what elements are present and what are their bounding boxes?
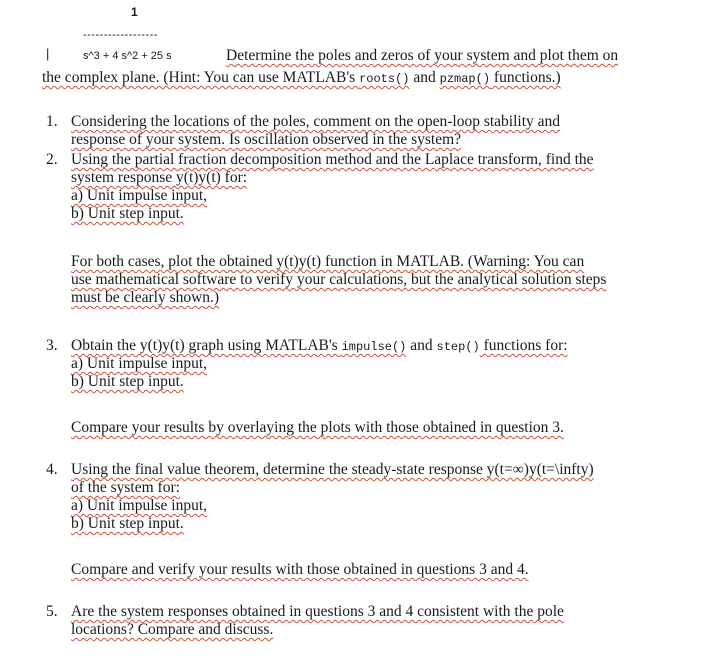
q1-number: 1. <box>46 113 58 130</box>
q2-para-line-2: use mathematical software to verify your calculations, but the analytical solution steps <box>71 271 607 288</box>
q5-line-1: Are the system responses obtained in questions 3 and 4 consistent with the pole <box>71 603 564 620</box>
tf-numerator: 1 <box>131 5 138 19</box>
q4-item-a: a) Unit impulse input, <box>71 497 208 514</box>
text-cursor: | <box>46 46 50 61</box>
q3-para-line-1: Compare your results by overlaying the plots with those obtained in question 3. <box>71 419 564 436</box>
q2-line-2: system response y(t)y(t) for: <box>71 169 248 186</box>
q5-number: 5. <box>46 603 58 620</box>
code-step: step() <box>436 340 480 354</box>
q3-number: 3. <box>46 337 58 354</box>
q4-number: 4. <box>46 461 58 478</box>
tf-fraction-bar: ------------------ <box>83 29 158 41</box>
q1-line-1: Considering the locations of the poles, comment on the open-loop stability and <box>71 113 561 130</box>
q4-line-1: Using the final value theorem, determine the steady-state response y(t=∞)y(t=\infty) <box>71 461 594 478</box>
q2-item-b: b) Unit step input. <box>71 205 184 222</box>
q3-item-a: a) Unit impulse input, <box>71 355 208 372</box>
q2-item-a: a) Unit impulse input, <box>71 187 208 204</box>
q4-line-2: of the system for: <box>71 479 180 496</box>
code-pzmap: pzmap() <box>439 72 491 86</box>
q2-para-line-3: must be clearly shown.) <box>71 289 220 306</box>
code-impulse: impulse() <box>341 340 407 354</box>
q4-item-b: b) Unit step input. <box>71 515 184 532</box>
q2-para-line-1: For both cases, plot the obtained y(t)y(t) function in MATLAB. (Warning: You can <box>71 253 585 270</box>
q3-line-1: Obtain the y(t)y(t) graph using MATLAB's impulse() and step() functions for: <box>71 337 568 354</box>
q3-item-b: b) Unit step input. <box>71 373 184 390</box>
q5-line-2: locations? Compare and discuss. <box>71 621 274 638</box>
code-roots: roots() <box>359 72 410 86</box>
intro-line-1: Determine the poles and zeros of your system and plot them on <box>226 47 619 64</box>
q2-number: 2. <box>46 151 58 168</box>
q4-para-line-1: Compare and verify your results with those obtained in questions 3 and 4. <box>71 561 529 578</box>
q2-line-1: Using the partial fraction decomposition method and the Laplace transform, find the <box>71 151 594 168</box>
intro-line-2: the complex plane. (Hint: You can use MATLAB's roots() and pzmap() functions.) <box>42 69 561 86</box>
tf-denominator: s^3 + 4 s^2 + 25 s <box>83 50 172 62</box>
q1-line-2: response of your system. Is oscillation observed in the system? <box>71 131 462 148</box>
